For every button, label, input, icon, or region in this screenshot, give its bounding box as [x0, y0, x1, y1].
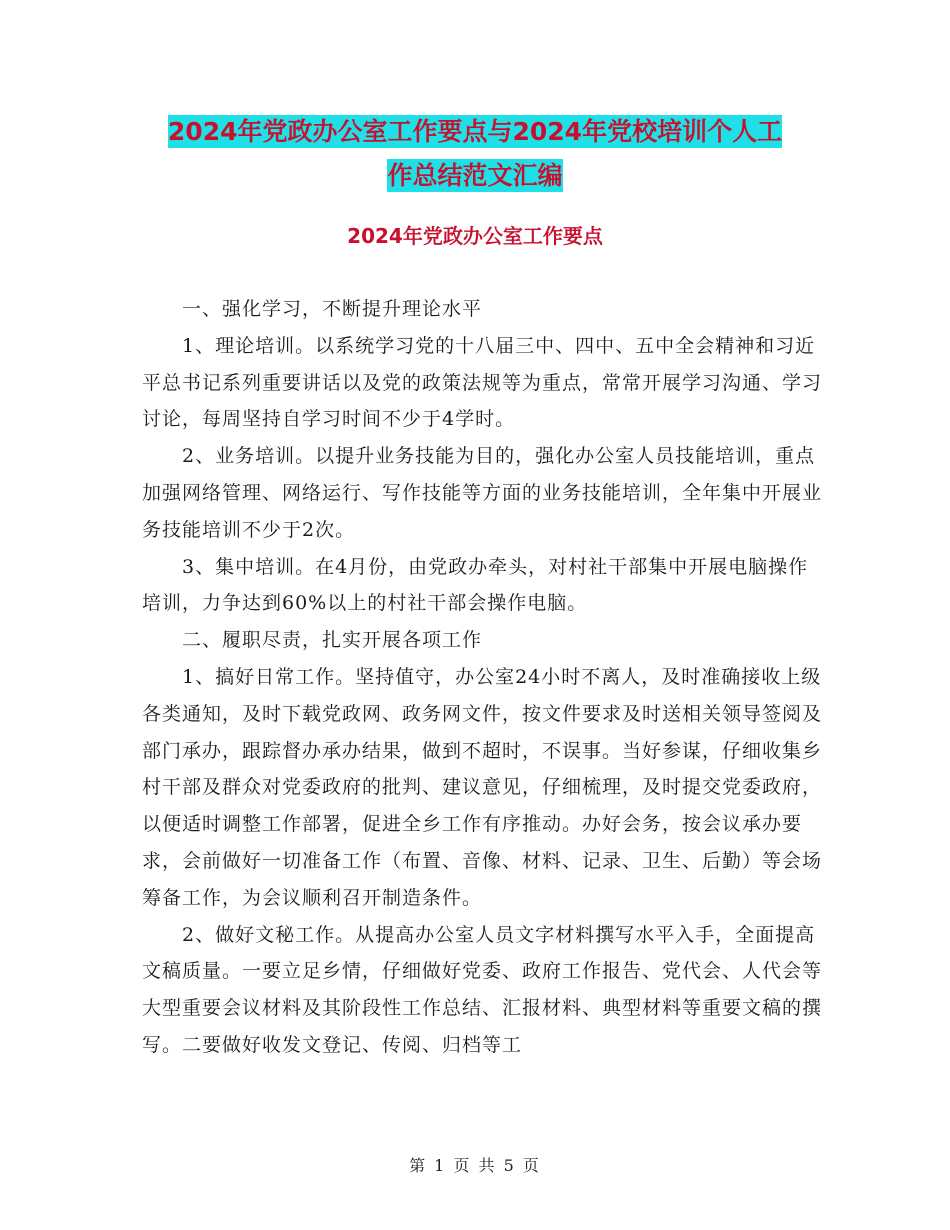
document-title-line-1 — [0, 108, 950, 156]
body-paragraph: 一、强化学习，不断提升理论水平 — [182, 298, 483, 320]
body-paragraph: 1、理论培训。以系统学习党的十八届三中、四中、五中全会精神和习近平总书记系列重要讲话以及党的政策法规等为重点，常常开展学习沟通、学习讨论，每周坚持自学习时间不少于4学时。 — [142, 334, 823, 431]
body-paragraph: 2、业务培训。以提升业务技能为目的，强化办公室人员技能培训，重点加强网络管理、网络运行、写作技能等方面的业务技能培训，全年集中开展业务技能培训不少于2次。 — [142, 445, 823, 541]
body-paragraph: 2、做好文秘工作。从提高办公室人员文字材料撰写水平入手，全面提高文稿质量。一要立足乡情，仔细做好党委、政府工作报告、党代会、人代会等大型重要会议材料及其阶段性工作总结、汇报材料、典型材料等重要文稿的撰写。二要做好收发文登记、传阅、归档等工 — [142, 923, 823, 1056]
page-footer: 第 1 页 共 5 页 — [409, 1156, 541, 1175]
document-title-line-2 — [0, 152, 950, 200]
document-title-text-1: 2024年党政办公室工作要点与2024年党校培训个人工 — [167, 117, 783, 146]
body-paragraph: 二、履职尽责，扎实开展各项工作 — [182, 629, 483, 652]
document-title-text-2: 作总结范文汇编 — [387, 161, 563, 190]
document-body — [142, 291, 822, 1064]
section-heading: 2024年党政办公室工作要点 — [347, 224, 603, 248]
body-paragraph: 1、搞好日常工作。坚持值守，办公室24小时不离人，及时准确接收上级各类通知，及时下载党政网、政务网文件，按文件要求及时送相关领导签阅及部门承办，跟踪督办承办结果，做到不超时，不误事。当好参谋，仔细收集乡村干部及群众对党委政府的批判、建议意见，仔细梳理，及时提交党委政府，以便适时调整工作部署，促进全乡工作有序推动。办好会务，按会议承办要求，会前做好一切准备工作（布置、音像、材料、记录、卫生、后勤）等会场筹备工作，为会议顺利召开制造条件。 — [142, 665, 823, 909]
body-paragraph: 3、集中培训。在4月份，由党政办牵头，对村社干部集中开展电脑操作培训，力争达到60%以上的村社干部会操作电脑。 — [142, 555, 809, 615]
